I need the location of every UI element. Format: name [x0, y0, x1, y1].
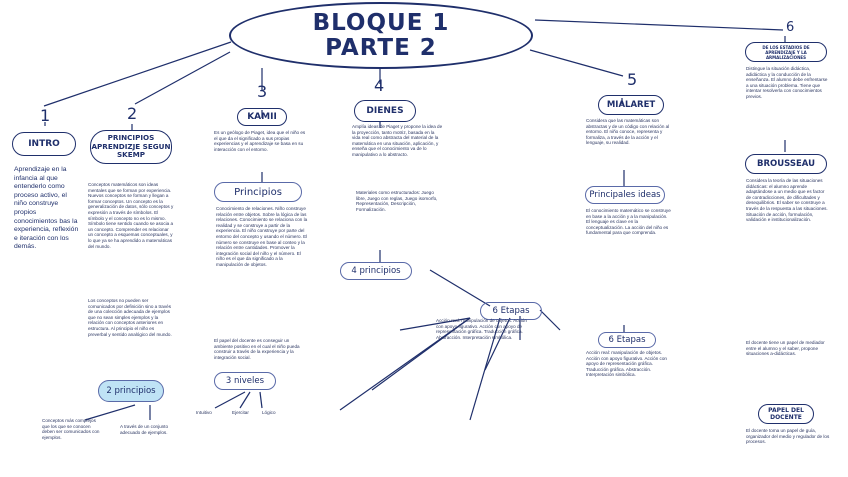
brousseau-text-b: El docente tiene un papel de mediador entre el alumno y el saber, propone situaciones a-didácticas.	[746, 340, 825, 357]
dienes-text: Amplía ideas de Piaget y propone la idea de la proyección, tanto motriz, basada en la vida real como abstracta del material de la matemática en una situación, aplicación, y enseña que el conocimiento va de lo manipulativo a lo abstracto.	[352, 124, 443, 157]
brousseau-text: Considera la teoría de las situaciones didácticas: el alumno aprende adaptándose a un medio que es factor de contradicciones, de dificultades y desequilibrios. El saber se construye a través de la respuesta a las situaciones. Situación de acción, formulación, validación e institucionalización.	[746, 178, 828, 223]
dienes-list: Materiales como estructurados: Juego libre, Juego con reglas, Juego isomorfo, Representación, Descripción, Formalización.	[356, 190, 438, 212]
node-mialaret: MIALARET	[598, 95, 664, 115]
dos-principios-right: A través de un conjunto adecuado de ejemplos.	[120, 424, 169, 435]
skemp-text-1: Conceptos matemáticos son ideas mentales que se forman por experiencia. Nuevos conceptos se forman y llegan a formar conceptos. Un concepto es la generalización de datos, sólo conceptos y expresión a través de símbolos. El símbolo y el concepto no es lo mismo. Símbolo tiene sentido cuando se asocia a un concepto. Comprender es relacionar un concepto a esquemas conceptuales, y lo que ya se ha aprendido a matemáticas del mundo.	[88, 182, 174, 249]
intro-text: Aprendizaje en la infancia al que entenderlo como proceso activo, el niño construye propios conocimientos bas la experiencia, reflexión e iteración con los demás.	[14, 166, 79, 251]
nivel-1: Intuitivo	[196, 410, 212, 415]
number-5: 5	[627, 70, 638, 89]
number-2: 2	[127, 104, 138, 123]
node-principales-ideas: Principales ideas	[585, 186, 665, 204]
node-intro: INTRO	[12, 132, 76, 156]
title-line-2: PARTE 2	[325, 34, 437, 61]
node-principios: Principios	[214, 182, 302, 202]
dos-principios-left: Conceptos más complejos que los que se conocen deben ser comunicados con ejemplos.	[42, 418, 100, 440]
main-title	[229, 2, 533, 69]
node-4-principios: 4 principios	[340, 262, 412, 280]
number-4: 4	[374, 76, 385, 95]
title-line-1: BLOQUE 1	[312, 10, 450, 37]
node-papel-docente: PAPEL DEL DOCENTE	[758, 404, 814, 424]
node-dienes: DIENES	[354, 100, 416, 122]
kamii-text: Es un geólogo de Piaget, idea que el niño es el que da el significado a sus propias experiencias y el aprendizaje se basa en su interacción con el entorno.	[214, 130, 306, 152]
node-2-principios: 2 principios	[98, 380, 164, 402]
papel-docente-text: El docente toma un papel de guía, organizador del medio y regulador de los procesos.	[746, 428, 830, 445]
kamii-papel-text: El papel del docente es conseguir un ambiente positivo en el cual el niño pueda construir a través de la experiencia y la integración social.	[214, 338, 300, 360]
node-kamii: KAMII	[237, 108, 287, 126]
node-brousseau: BROUSSEAU	[745, 154, 827, 174]
skemp-text-2: Los conceptos no pueden ser comunicados por definición sino a través de una colección adecuada de ejemplos que no sean simples ejemplos y la relación con conceptos anteriores en estructura. Al principio el niño es preverbal y sentido analógico del mundo.	[88, 298, 172, 337]
node-6: DE LOS ESTADIOS DE APRENDIZAJE Y LA ARMALIZACIONES	[745, 42, 827, 62]
ideas-text: El conocimiento matemático se construye en base a la acción y a la manipulación. El lenguaje es clave en la conceptualización. La acción del niño es fundamental para que comprenda.	[586, 208, 671, 236]
number-3: 3	[257, 82, 268, 101]
etapas-text: Acción real: manipulación de objetos. Acción con apoyo figurativo. Acción con apoyo de representación gráfica. Traducción gráfica. Abstracción. Interpretación simbólica.	[436, 318, 527, 340]
nivel-2: Ejercitar	[232, 410, 249, 415]
etapas-b-text: Acción real: manipulación de objetos. Acción con apoyo figurativo. Acción con apoyo de representación gráfica. Traducción gráfica. Abstracción. Interpretación simbólica.	[586, 350, 667, 378]
nivel-3: Lógico	[262, 410, 276, 415]
principios-list: Conocimiento de relaciones. Niño construye relación entre objetos. Sobre la lógica de las relaciones. Conocimiento se relaciona con la realidad y se construye a partir de la experiencia. El niño construye por parte del entorno del concepto y usando el número. El número se construye en base al conteo y la relación entre cantidades. Promover la integración social del niño y el número. El niño es el que da significado a la manipulación de objetos.	[216, 206, 308, 267]
node-skemp: PRINCIPIOS APRENDIZJE SEGUN SKEMP	[90, 130, 172, 164]
node-3-niveles: 3 niveles	[214, 372, 276, 390]
number-1: 1	[40, 106, 51, 125]
node-6-text: Distingue la situación didáctica, adidáctica y la conducción de la enseñanza. El alumno debe enfrentarse a una situación problema. Tiene que intentar resolverla con conocimientos previos.	[746, 66, 828, 99]
node-6-etapas-b: 6 Etapas	[598, 332, 656, 348]
node-6-etapas: 6 Etapas	[480, 302, 542, 320]
number-6: 6	[786, 20, 795, 35]
mialaret-text: Considera que las matemáticas son abstractas y de un código con relación al entorno. El niño conoce, representa y formaliza, a través de la acción y el lenguaje, su realidad.	[586, 118, 670, 146]
